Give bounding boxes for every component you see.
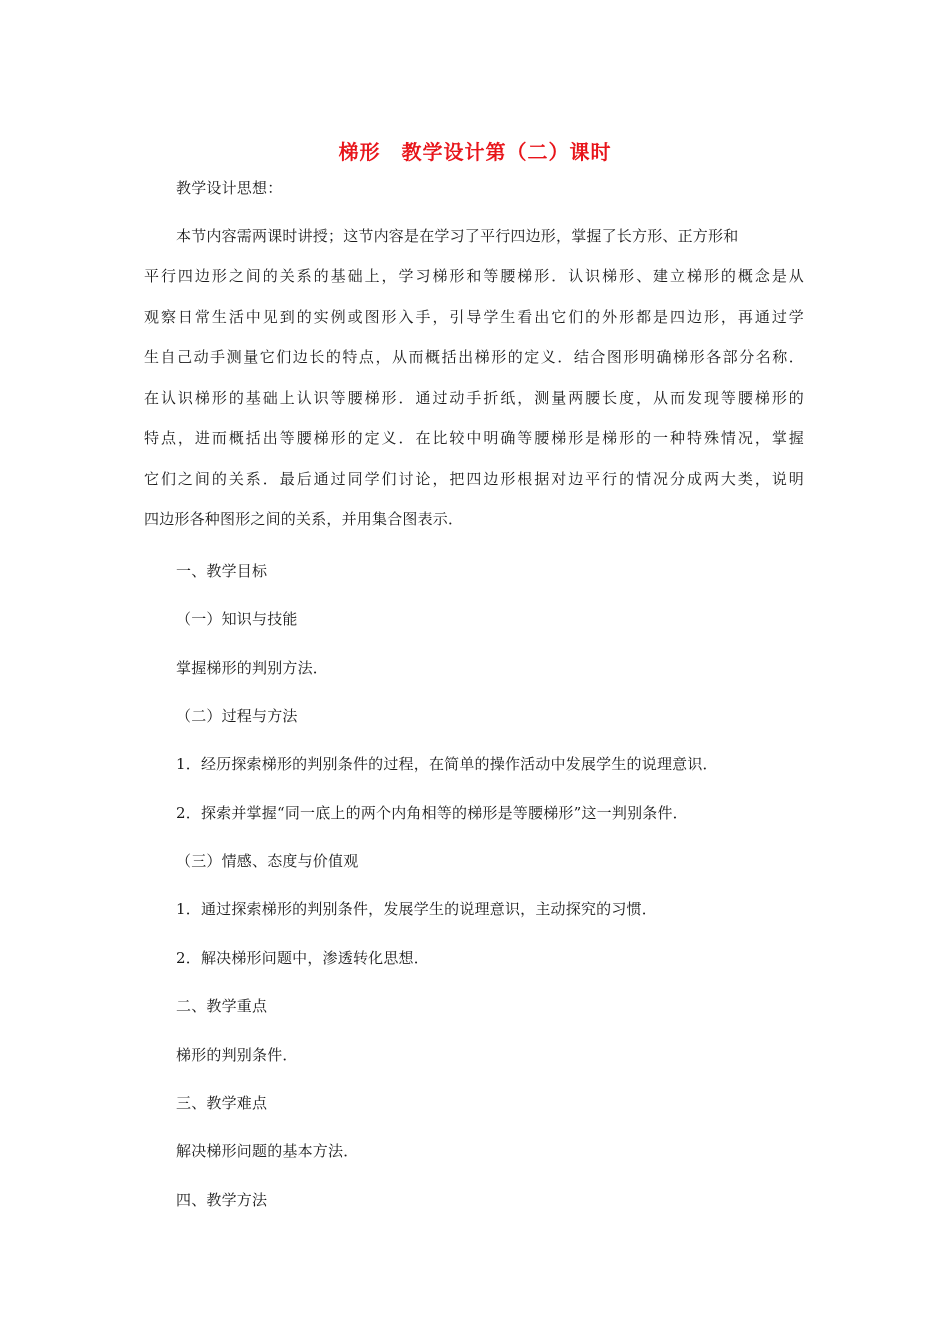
section-heading-objectives: 一、教学目标 <box>176 562 268 580</box>
paragraph: 梯形的判别条件． <box>176 1046 298 1064</box>
paragraph: 解决梯形问题的基本方法． <box>176 1142 359 1160</box>
list-item: 1．经历探索梯形的判别条件的过程，在简单的操作活动中发展学生的说理意识． <box>176 755 718 773</box>
subheading-emotion-attitude: （三）情感、态度与价值观 <box>176 852 359 870</box>
intro-line: 平行四边形之间的关系的基础上，学习梯形和等腰梯形．认识梯形、建立梯形的概念是从 <box>144 267 804 285</box>
intro-line: 本节内容需两课时讲授；这节内容是在学习了平行四边形，掌握了长方形、正方形和 <box>176 227 739 245</box>
subheading-knowledge-skills: （一）知识与技能 <box>176 610 298 628</box>
intro-line: 观察日常生活中见到的实例或图形入手，引导学生看出它们的外形都是四边形，再通过学 <box>144 308 804 326</box>
list-item: 2．探索并掌握“同一底上的两个内角相等的梯形是等腰梯形”这一判别条件． <box>176 804 688 822</box>
intro-line: 特点，进而概括出等腰梯形的定义．在比较中明确等腰梯形是梯形的一种特殊情况，掌握 <box>144 429 804 447</box>
list-item: 2．解决梯形问题中，渗透转化思想． <box>176 949 429 967</box>
subheading-process-method: （二）过程与方法 <box>176 707 298 725</box>
section-heading-methods: 四、教学方法 <box>176 1191 268 1209</box>
intro-line: 在认识梯形的基础上认识等腰梯形．通过动手折纸，测量两腰长度，从而发现等腰梯形的 <box>144 389 804 407</box>
intro-line: 它们之间的关系．最后通过同学们讨论，把四边形根据对边平行的情况分成两大类，说明 <box>144 470 804 488</box>
paragraph: 掌握梯形的判别方法． <box>176 659 329 677</box>
design-thought-heading: 教学设计思想： <box>176 179 283 197</box>
intro-line: 四边形各种图形之间的关系，并用集合图表示． <box>144 510 464 528</box>
list-item: 1．通过探索梯形的判别条件，发展学生的说理意识，主动探究的习惯． <box>176 900 657 918</box>
section-heading-difficulties: 三、教学难点 <box>176 1094 268 1112</box>
section-heading-key-points: 二、教学重点 <box>176 997 268 1015</box>
document-title: 梯形 教学设计第（二）课时 <box>338 140 612 164</box>
intro-line: 生自己动手测量它们边长的特点，从而概括出梯形的定义．结合图形明确梯形各部分名称． <box>144 348 804 366</box>
